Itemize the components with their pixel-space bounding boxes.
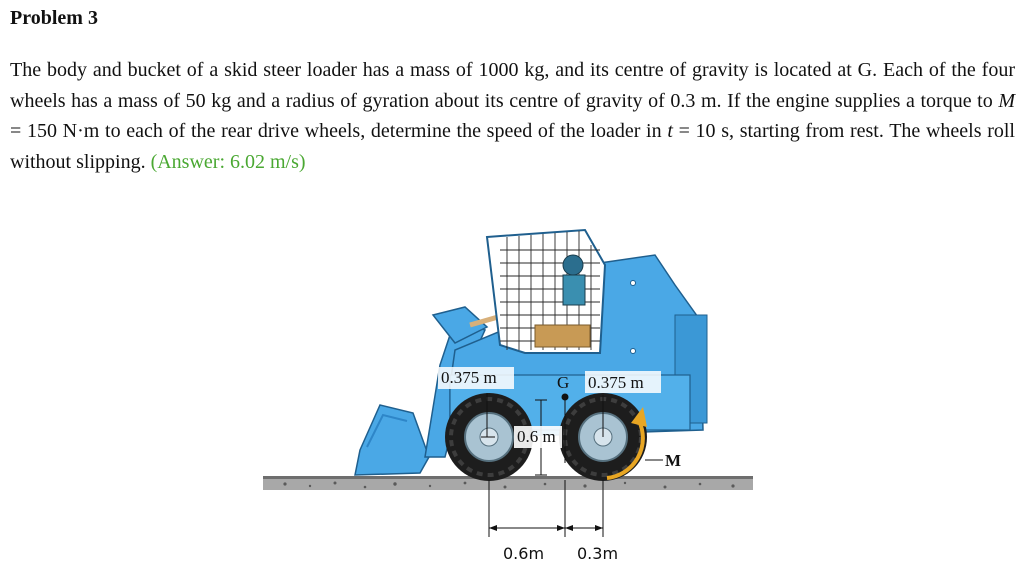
problem-title: Problem 3 [10, 7, 98, 29]
variable-M: M [998, 89, 1015, 112]
answer-text: (Answer: 6.02 m/s) [150, 150, 306, 173]
skid-steer-loader-figure [255, 225, 775, 570]
ground [263, 476, 753, 490]
dim-left-height-label: 0.375 m [441, 368, 497, 387]
dim-bottom-right-label: 0.3m [577, 544, 619, 563]
bottom-dimensions [489, 480, 618, 563]
problem-text-part3: = 10 s, starting from rest. The wheels roll without slipping. [10, 120, 1015, 173]
variable-t: t [667, 120, 673, 142]
dim-vertical-label: 0.6 m [517, 427, 556, 446]
loader-bucket [355, 405, 429, 475]
problem-text-part2: = 150 N·m to each of the rear drive wheels, determine the speed of the loader in [10, 120, 668, 142]
problem-text-part1: The body and bucket of a skid steer loader has a mass of 1000 kg, and its centre of gravity is located at G. Each of the four wheels has a mass of 50 kg and a radius of gyration about its centre of gravity of 0.3 m. If the engine supplies a torque to [10, 59, 1015, 112]
torque-label [645, 451, 681, 470]
dim-bottom-left-label: 0.6m [503, 544, 545, 563]
vertical-dimension [514, 426, 562, 448]
problem-statement [10, 55, 1015, 177]
g-label: G [557, 373, 570, 392]
m-label: M [665, 451, 682, 470]
dim-right-height-label: 0.375 m [588, 373, 644, 392]
operator-cage [487, 230, 605, 353]
